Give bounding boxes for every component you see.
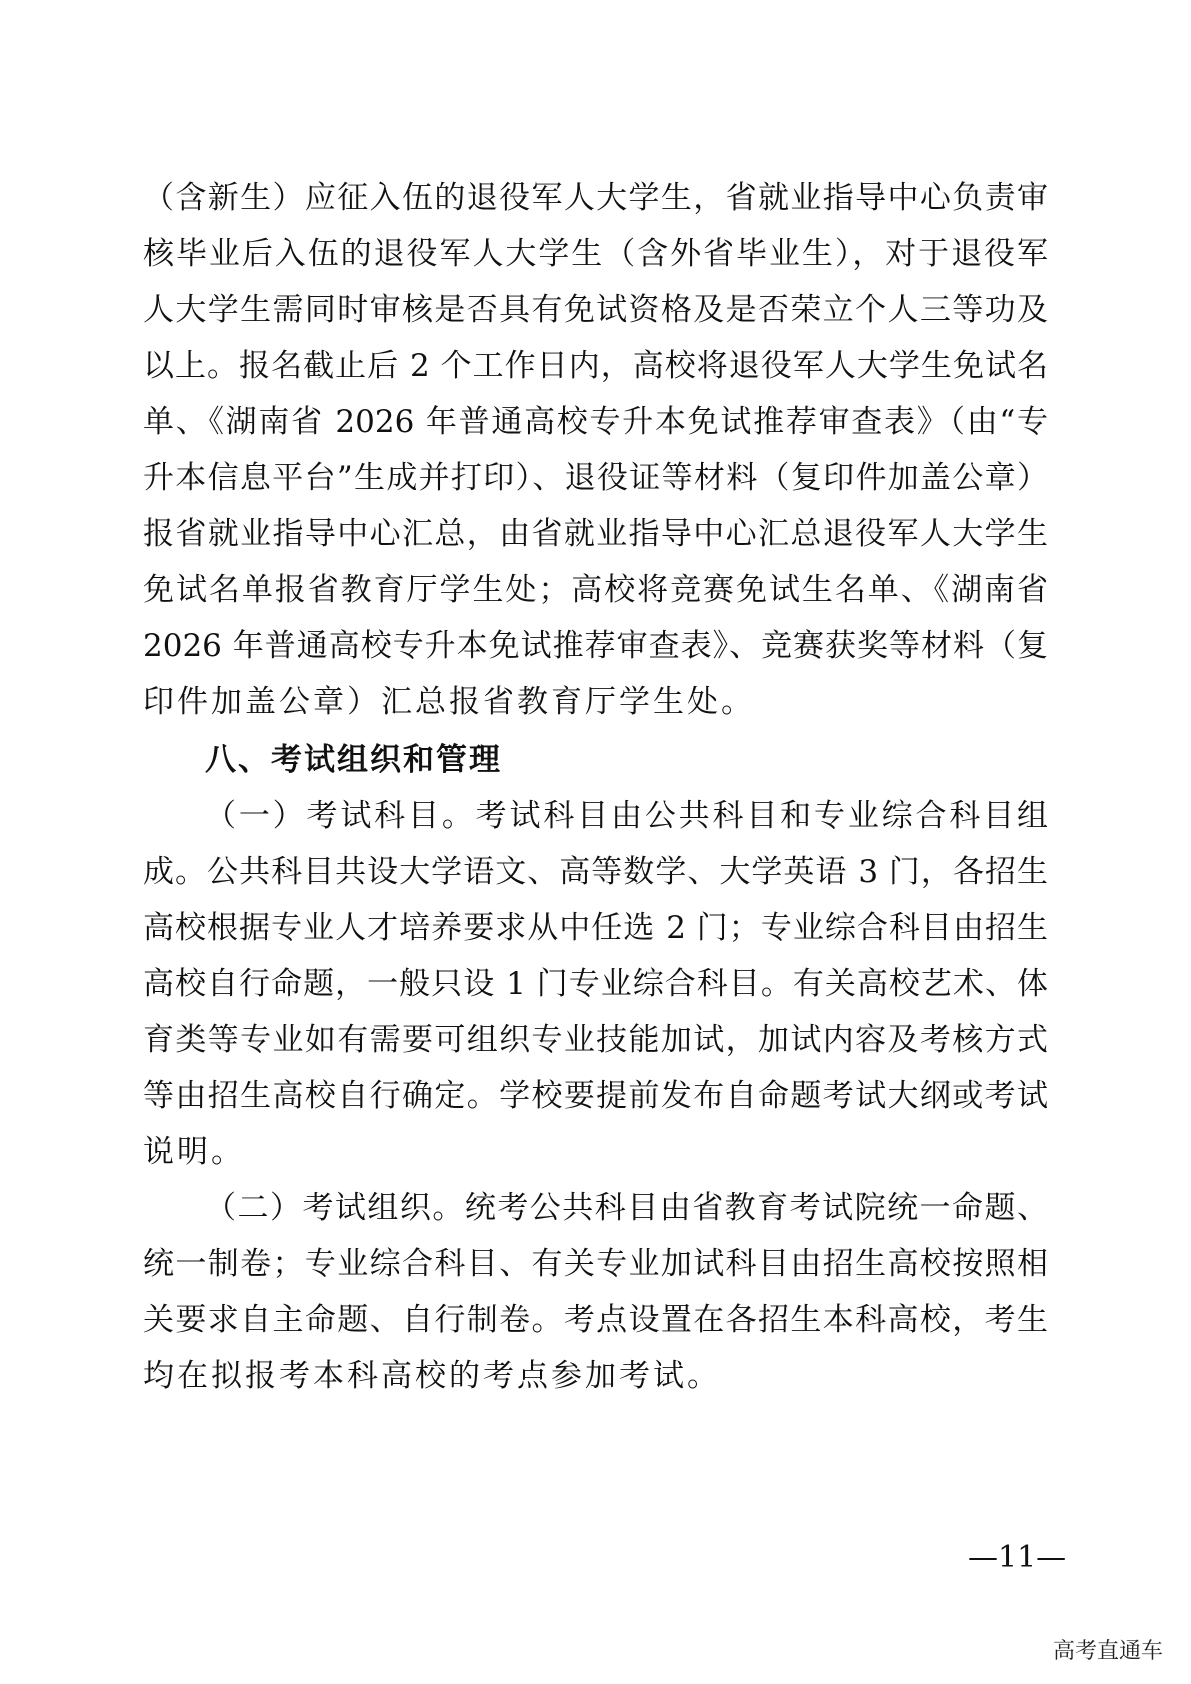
page-number: —11— bbox=[968, 1540, 1067, 1575]
paragraph-3-line-4: 均在拟报考本科高校的考点参加考试。 bbox=[143, 1358, 721, 1394]
paragraph-1-line-9: 2026 年普通高校专升本免试推荐审查表》、竞赛获奖等材料（复 bbox=[143, 628, 1048, 664]
paragraph-3-line-3: 关要求自主命题、自行制卷。考点设置在各招生本科高校，考生 bbox=[143, 1302, 1048, 1338]
paragraph-1-line-1: （含新生）应征入伍的退役军人大学生，省就业指导中心负责审 bbox=[143, 180, 1048, 216]
paragraph-3-line-2: 统一制卷；专业综合科目、有关专业加试科目由招生高校按照相 bbox=[143, 1246, 1048, 1282]
paragraph-1-line-7: 报省就业指导中心汇总，由省就业指导中心汇总退役军人大学生 bbox=[143, 516, 1048, 552]
paragraph-2-line-4: 高校自行命题，一般只设 1 门专业综合科目。有关高校艺术、体 bbox=[143, 966, 1048, 1002]
paragraph-1-line-10: 印件加盖公章）汇总报省教育厅学生处。 bbox=[143, 684, 755, 720]
paragraph-1-line-2: 核毕业后入伍的退役军人大学生（含外省毕业生），对于退役军 bbox=[143, 236, 1048, 272]
paragraph-2-line-6: 等由招生高校自行确定。学校要提前发布自命题考试大纲或考试 bbox=[143, 1078, 1048, 1114]
paragraph-2-line-3: 高校根据专业人才培养要求从中任选 2 门；专业综合科目由招生 bbox=[143, 910, 1048, 946]
paragraph-2-line-5: 育类等专业如有需要可组织专业技能加试，加试内容及考核方式 bbox=[143, 1022, 1048, 1058]
section-heading: 八、考试组织和管理 bbox=[205, 742, 502, 778]
paragraph-1-line-3: 人大学生需同时审核是否具有免试资格及是否荣立个人三等功及 bbox=[143, 292, 1048, 328]
paragraph-1-line-6: 升本信息平台”生成并打印）、退役证等材料（复印件加盖公章） bbox=[143, 460, 1048, 496]
paragraph-1-line-4: 以上。报名截止后 2 个工作日内，高校将退役军人大学生免试名 bbox=[143, 348, 1048, 384]
paragraph-2-line-7: 说明。 bbox=[143, 1134, 245, 1170]
paragraph-2-line-1: （一）考试科目。考试科目由公共科目和专业综合科目组 bbox=[205, 798, 1048, 834]
paragraph-3-line-1: （二）考试组织。统考公共科目由省教育考试院统一命题、 bbox=[205, 1190, 1048, 1226]
paragraph-1-line-8: 免试名单报省教育厅学生处；高校将竞赛免试生名单、《湖南省 bbox=[143, 572, 1048, 608]
paragraph-2-line-2: 成。公共科目共设大学语文、高等数学、大学英语 3 门，各招生 bbox=[143, 854, 1048, 890]
watermark-label: 高考直通车 bbox=[1053, 1639, 1164, 1664]
paragraph-1-line-5: 单、《湖南省 2026 年普通高校专升本免试推荐审查表》（由“专 bbox=[143, 404, 1048, 440]
